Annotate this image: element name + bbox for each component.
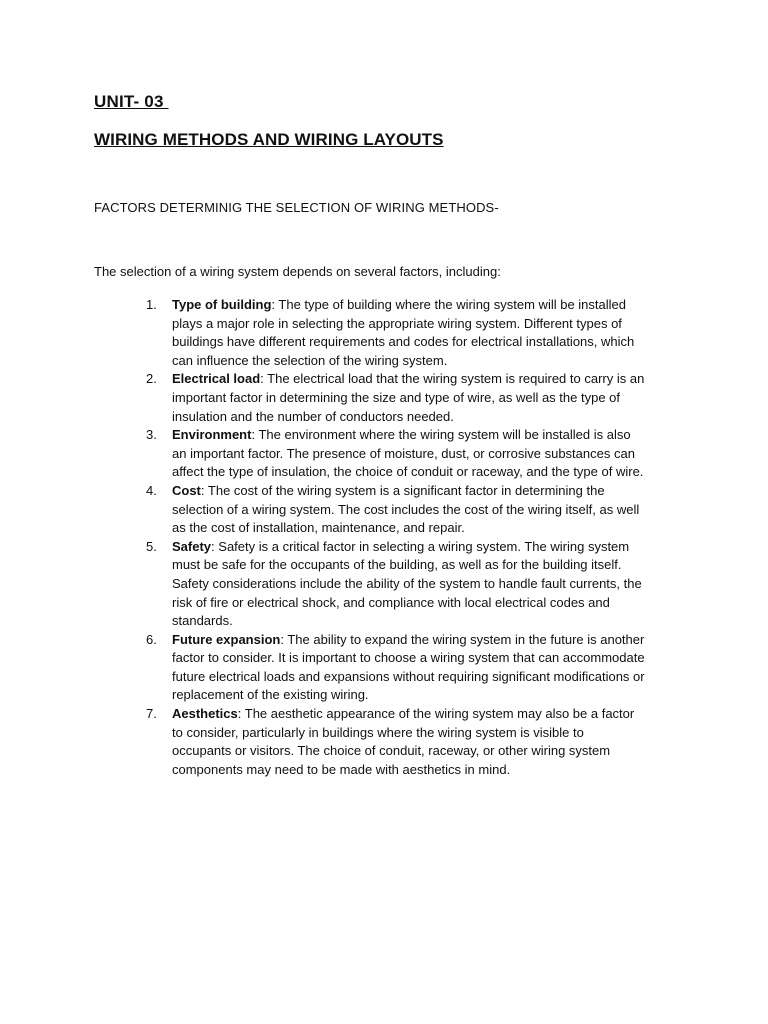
list-item-number: 4. <box>146 482 157 498</box>
factor-separator: : <box>280 631 284 647</box>
factor-separator: : <box>200 482 205 498</box>
factor-description: The ability to expand the wiring system in the future is another factor to consider. It is important to choose a wiring system that can accommodate future electrical loads and expansions without requiring significant modifications or replacement of the existing wiring. <box>172 631 645 703</box>
factor-name: Cost <box>172 482 201 498</box>
factor-name: Aesthetics <box>172 706 238 722</box>
intro-paragraph: The selection of a wiring system depends on several factors, including: <box>94 264 501 279</box>
list-item <box>146 631 646 705</box>
unit-heading: UNIT- 03 <box>94 92 169 111</box>
list-item-number: 6. <box>146 631 157 647</box>
list-item-number: 5. <box>146 538 157 554</box>
factors-list <box>146 296 646 779</box>
factor-separator: : <box>260 371 264 387</box>
factor-description: The electrical load that the wiring system is required to carry is an important factor in determining the size and type of wire, as well as the type of insulation and the number of conductors needed. <box>172 371 645 424</box>
factor-name: Environment <box>172 427 252 443</box>
list-item <box>146 705 646 779</box>
factor-description: The aesthetic appearance of the wiring system may also be a factor to consider, particularly in buildings where the wiring system is visible to occupants or visitors. The choice of conduit, raceway, or other wiring system components may need to be made with aesthetics in mind. <box>172 706 635 777</box>
factor-separator: : <box>237 706 242 722</box>
list-item-number: 2. <box>146 371 157 387</box>
list-item <box>146 370 646 426</box>
list-item <box>146 538 646 631</box>
list-item <box>146 426 646 482</box>
section-subheading: FACTORS DETERMINIG THE SELECTION OF WIRING METHODS- <box>94 200 499 215</box>
factor-separator: : <box>211 538 215 554</box>
list-item-number: 1. <box>146 297 157 312</box>
page-title: WIRING METHODS AND WIRING LAYOUTS <box>94 130 444 149</box>
factor-description: Safety is a critical factor in selecting a wiring system. The wiring system must be safe for the occupants of the building, as well as for the building itself. Safety considerations include the ability of the system to handle fault currents, the risk of fire or electrical shock, and compliance with local electrical codes and standards. <box>172 538 642 629</box>
factor-name: Future expansion <box>172 631 281 647</box>
factor-name: Electrical load <box>172 371 261 387</box>
factor-description: The cost of the wiring system is a significant factor in determining the selection of a wiring system. The cost includes the cost of the wiring itself, as well as the cost of installation, maintenance, and repair. <box>172 482 640 536</box>
factor-name: Safety <box>172 538 212 554</box>
list-item <box>146 482 646 538</box>
factor-separator: : <box>251 427 256 443</box>
factor-separator: : <box>271 297 276 312</box>
factor-description: The type of building where the wiring system will be installed plays a major role in selecting the appropriate wiring system. Different types of buildings have different requirements and codes for electrical installations, which can influence the selection of the wiring system. <box>172 297 635 368</box>
factor-description: The environment where the wiring system will be installed is also an important factor. The presence of moisture, dust, or corrosive substances can affect the type of insulation, the choice of conduit or raceway, and the type of wire. <box>172 427 644 480</box>
list-item-number: 7. <box>146 706 157 722</box>
list-item <box>146 296 646 370</box>
list-item-number: 3. <box>146 427 157 443</box>
factor-name: Type of building <box>172 297 272 312</box>
